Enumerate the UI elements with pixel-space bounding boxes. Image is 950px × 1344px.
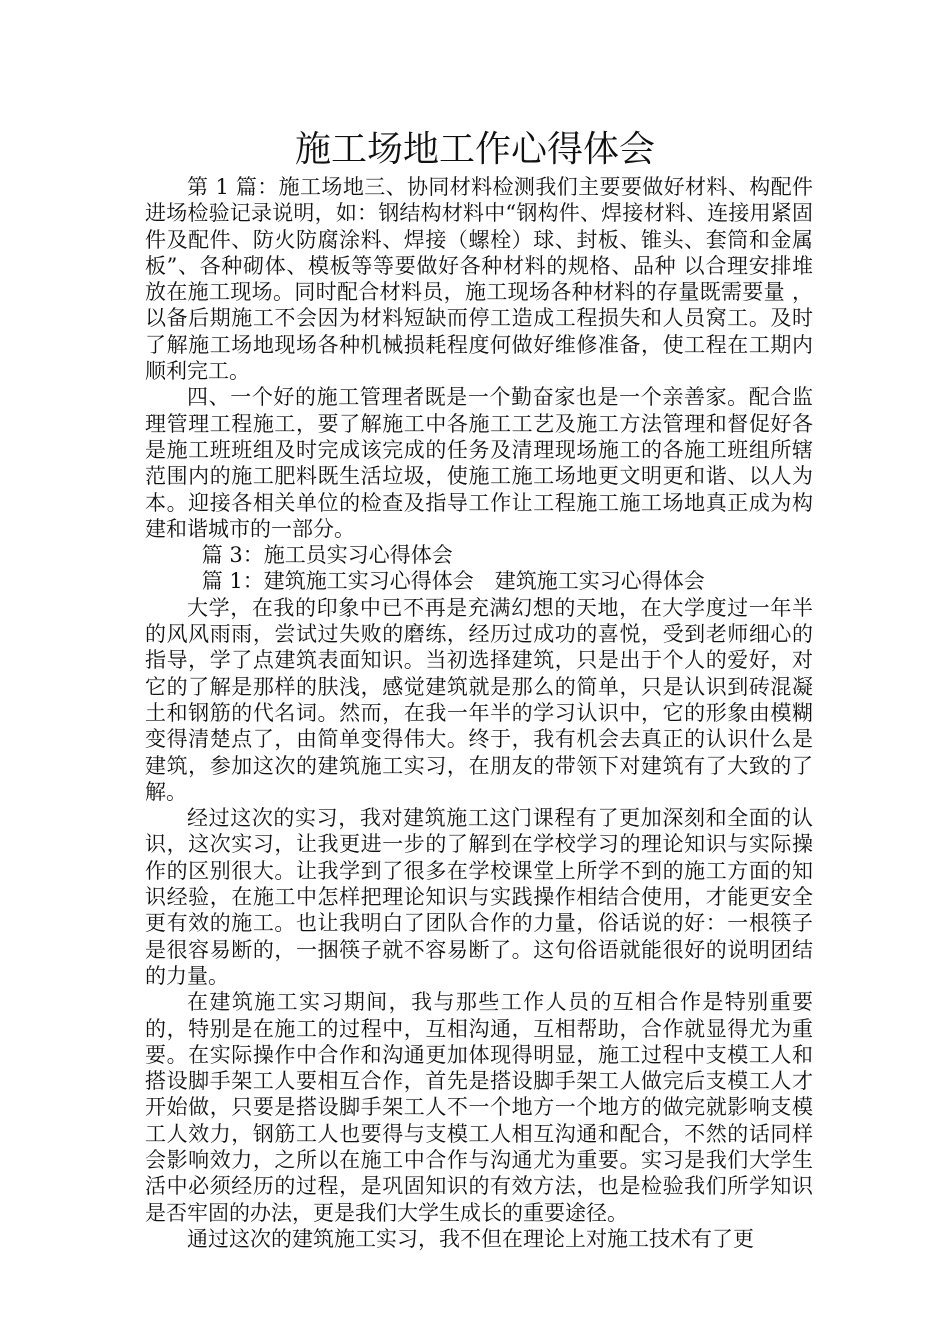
- document-title: 施工场地工作心得体会: [294, 129, 655, 170]
- paragraph-part1-materials: 第 1 篇：施工场地三、协同材料检测我们主要要做好材料、构配件进场检验记录说明，如：钢结构材料中“钢构件、焊接材料、连接用紧固件及配件、防火防腐涂料、焊接（螺栓）球、封板、锥头、套筒和金属板”、各种砌体、模板等等要做好各种材料的规格、品种 以合理安排堆放在施工现场。同时配合材料员，施工现场各种材料的存量既需要量 ，以备后期施工不会因为材料短缺而停工造成工程损失和人员窝工。及时了解施工场地现场各种机械损耗程度何做好维修准备，使工程在工期内顺利完工。: [145, 175, 813, 384]
- section-heading-part1: 篇 1：建筑施工实习心得体会 建筑施工实习心得体会: [201, 569, 705, 594]
- section-heading-part3: 篇 3：施工员实习心得体会: [201, 543, 453, 568]
- document-body: [145, 174, 813, 1252]
- paragraph-internship: 经过这次的实习，我对建筑施工这门课程有了更加深刻和全面的认识，这次实习，让我更进一步的了解到在学校学习的理论知识与实际操作的区别很大。让我学到了很多在学校课堂上所学不到的施工方面的知识经验，在施工中怎样把理论知识与实践操作相结合使用，才能更安全更有效的施工。也让我明白了团队合作的力量，俗话说的好：一根筷子是很容易断的，一捆筷子就不容易断了。这句俗语就能很好的说明团结的力量。: [145, 806, 813, 988]
- paragraph-university: 大学，在我的印象中已不再是充满幻想的天地，在大学度过一年半的风风雨雨，尝试过失败的磨练，经历过成功的喜悦，受到老师细心的指导，学了点建筑表面知识。当初选择建筑，只是出于个人的爱好，对它的了解是那样的肤浅，感觉建筑就是那么的简单，只是认识到砖混凝土和钢筋的代名词。然而，在我一年半的学习认识中，它的形象由模糊变得清楚点了，由简单变得伟大。终于，我有机会去真正的认识什么是建筑，参加这次的建筑施工实习，在朋友的带领下对建筑有了大致的了解。: [145, 595, 813, 804]
- paragraph-conclusion: 通过这次的建筑施工实习，我不但在理论上对施工技术有了更: [187, 1226, 754, 1251]
- paragraph-manager: 四、一个好的施工管理者既是一个勤奋家也是一个亲善家。配合监理管理工程施工，要了解施工中各施工工艺及施工方法管理和督促好各是施工班班组及时完成该完成的任务及清理现场施工的各施工班组所辖范围内的施工肥料既生活垃圾，使施工施工场地更文明更和谐、以人为本。迎接各相关单位的检查及指导工作让工程施工施工场地真正成为构建和谐城市的一部分。: [145, 385, 813, 541]
- paragraph-cooperation: 在建筑施工实习期间，我与那些工作人员的互相合作是特别重要的，特别是在施工的过程中，互相沟通，互相帮助，合作就显得尤为重要。在实际操作中合作和沟通更加体现得明显，施工过程中支模工人和搭设脚手架工人要相互合作，首先是搭设脚手架工人做完后支模工人才开始做，只要是搭设脚手架工人不一个地方一个地方的做完就影响支模工人效力，钢筋工人也要得与支模工人相互沟通和配合，不然的话同样会影响效力，之所以在施工中合作与沟通尤为重要。实习是我们大学生活中必须经历的过程，是巩固知识的有效方法，也是检验我们所学知识是否牢固的办法，更是我们大学生成长的重要途径。: [145, 990, 813, 1225]
